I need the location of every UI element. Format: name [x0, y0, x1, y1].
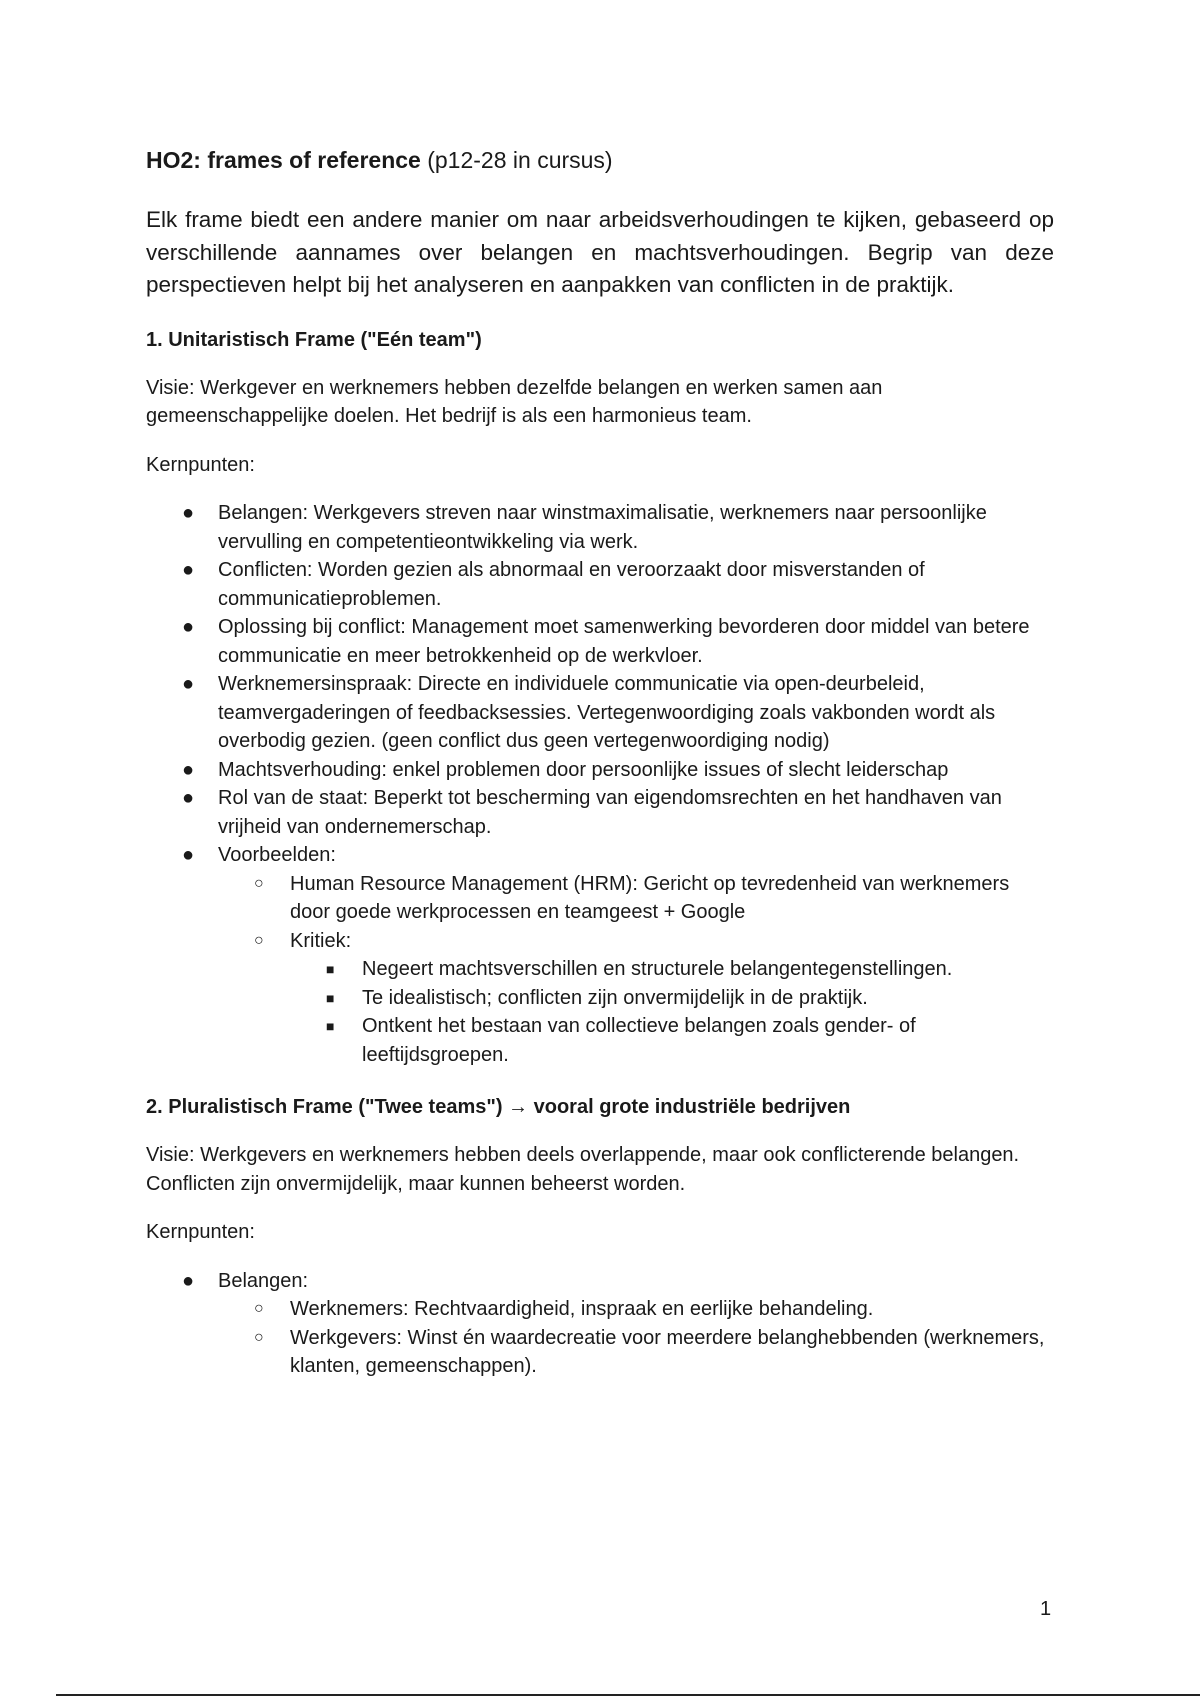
- list-item-text: Werkgevers: Winst én waardecreatie voor meerdere belanghebbenden (werknemers, klanten, gemeenschappen).: [290, 1326, 1045, 1377]
- section-2-bullet-list: [146, 1267, 1054, 1381]
- list-item: [290, 955, 1054, 984]
- list-item: [218, 1324, 1054, 1381]
- page-bottom-divider: [56, 1694, 1200, 1696]
- bullet-circle-icon: ○: [254, 874, 264, 892]
- list-item-text: Rol van de staat: Beperkt tot bescherming van eigendomsrechten en het handhaven van vrijheid van ondernemerschap.: [218, 787, 1002, 838]
- page-number: 1: [1040, 1598, 1052, 1620]
- belangen-list: [218, 1295, 1054, 1381]
- section-1-visie: Visie: Werkgever en werknemers hebben dezelfde belangen en werken samen aan gemeenschappelijke doelen. Het bedrijf is als een harmonieus team.: [146, 376, 883, 427]
- list-item-text: Kritiek:: [290, 929, 352, 952]
- bullet-square-icon: ■: [326, 961, 335, 977]
- list-item-text: Werknemersinspraak: Directe en individuele communicatie via open-deurbeleid, teamvergaderingen of feedbacksessies. Vertegenwoordiging zoals vakbonden wordt als overbodig gezien. (geen conflict dus geen vertegenwoordiging nodig): [218, 673, 996, 752]
- section-1-heading: 1. Unitaristisch Frame ("Eén team"): [146, 328, 482, 351]
- kritiek-list: [290, 955, 1054, 1069]
- list-item: [218, 927, 1054, 1070]
- title-suffix: (p12-28 in cursus): [420, 147, 613, 173]
- list-item: [290, 1012, 1054, 1069]
- list-item-text: Belangen: Werkgevers streven naar winstmaximalisatie, werknemers naar persoonlijke vervulling en competentieontwikkeling via werk.: [218, 502, 987, 553]
- list-item-text: Voorbeelden:: [218, 844, 336, 866]
- bullet-dot-icon: ●: [182, 502, 195, 524]
- bullet-circle-icon: ○: [254, 931, 264, 949]
- list-item: [218, 870, 1054, 927]
- bullet-dot-icon: ●: [182, 673, 195, 695]
- section-2-heading: 2. Pluralistisch Frame ("Twee teams") → vooral grote industriële bedrijven: [146, 1096, 851, 1118]
- bullet-dot-icon: ●: [182, 559, 195, 581]
- list-item-text: Human Resource Management (HRM): Gericht op tevredenheid van werknemers door goede werkprocessen en teamgeest + Google: [290, 872, 1010, 923]
- list-item-text: Ontkent het bestaan van collectieve belangen zoals gender- of leeftijdsgroepen.: [362, 1015, 916, 1066]
- list-item: [290, 984, 1054, 1013]
- bullet-dot-icon: ●: [182, 758, 195, 781]
- bullet-dot-icon: ●: [182, 787, 195, 809]
- list-item: [218, 1295, 1054, 1324]
- list-item: [146, 841, 1054, 1069]
- list-item-text: Negeert machtsverschillen en structurele belangentegenstellingen.: [362, 958, 953, 980]
- document-title: [146, 144, 1054, 176]
- list-item: [146, 1267, 1054, 1381]
- list-item-text: Belangen:: [218, 1269, 309, 1292]
- bullet-dot-icon: ●: [182, 616, 195, 638]
- section-1-kernpunten-label: Kernpunten:: [146, 453, 255, 476]
- list-item: [146, 499, 1054, 556]
- list-item-text: Oplossing bij conflict: Management moet samenwerking bevorderen door middel van betere communicatie en meer betrokkenheid op de werkvloer.: [218, 616, 1030, 667]
- list-item: [146, 670, 1054, 756]
- voorbeelden-list: [218, 870, 1054, 1070]
- title-bold: HO2: frames of reference: [146, 147, 421, 173]
- bullet-circle-icon: ○: [254, 1300, 264, 1317]
- list-item-text: Te idealistisch; conflicten zijn onvermijdelijk in de praktijk.: [362, 986, 868, 1009]
- bullet-square-icon: ■: [326, 989, 335, 1006]
- bullet-dot-icon: ●: [182, 844, 195, 866]
- bullet-dot-icon: ●: [182, 1269, 195, 1292]
- list-item-text: Conflicten: Worden gezien als abnormaal en veroorzaakt door misverstanden of communicatieproblemen.: [218, 559, 925, 610]
- list-item: [146, 784, 1054, 841]
- list-item: [146, 556, 1054, 613]
- list-item-text: Werknemers: Rechtvaardigheid, inspraak en eerlijke behandeling.: [290, 1298, 874, 1320]
- bullet-circle-icon: ○: [254, 1328, 264, 1346]
- section-2-kernpunten-label: Kernpunten:: [146, 1221, 255, 1243]
- bullet-square-icon: ■: [326, 1018, 335, 1034]
- section-1-bullet-list: [146, 499, 1054, 1069]
- section-2-visie: Visie: Werkgevers en werknemers hebben deels overlappende, maar ook conflicterende belangen. Conflicten zijn onvermijdelijk, maar kunnen beheerst worden.: [146, 1144, 1020, 1195]
- list-item: [146, 756, 1054, 785]
- list-item: [146, 613, 1054, 670]
- intro-paragraph: Elk frame biedt een andere manier om naar arbeidsverhoudingen te kijken, gebaseerd op verschillende aannames over belangen en machtsverhoudingen. Begrip van deze perspectieven helpt bij het analyseren en aanpakken van conflicten in de praktijk.: [146, 207, 1054, 297]
- list-item-text: Machtsverhouding: enkel problemen door persoonlijke issues of slecht leiderschap: [218, 758, 949, 781]
- document-content: [146, 144, 1054, 1381]
